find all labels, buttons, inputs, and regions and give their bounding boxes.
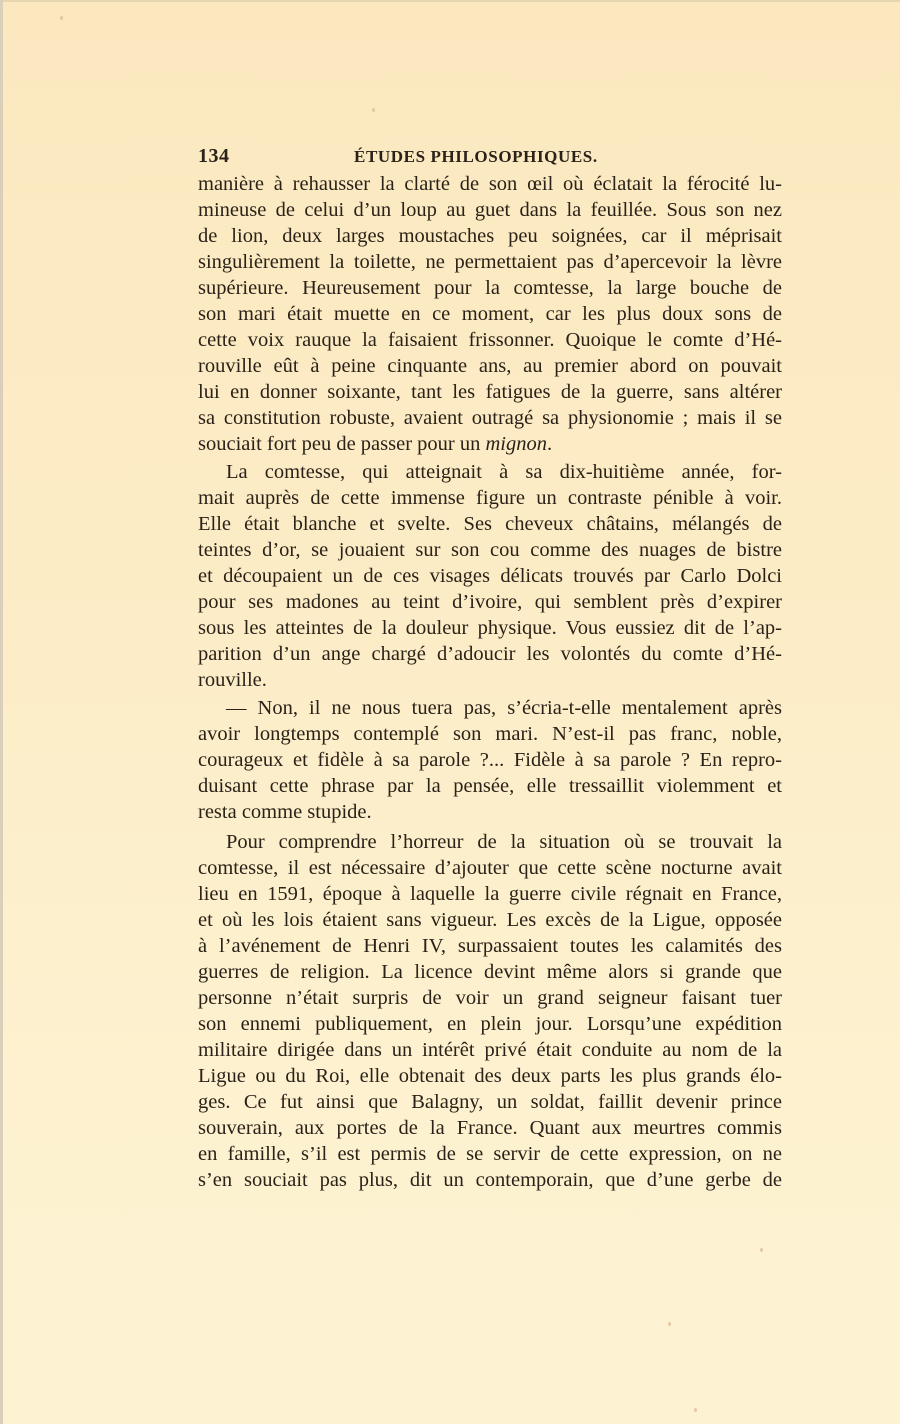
page-header <box>198 145 782 171</box>
paper-speck <box>694 1408 697 1412</box>
text-line: supérieure. Heureusement pour la comtesse, la large bouche de <box>198 277 782 299</box>
text-line: — Non, il ne nous tuera pas, s’écria-t-elle mentalement après <box>226 697 782 719</box>
text-line: rouville eût à peine cinquante ans, au premier abord on pouvait <box>198 355 782 377</box>
text-segment: souciait fort peu de passer pour un <box>198 433 481 455</box>
text-line: teintes d’or, se jouaient sur son cou comme des nuages de bistre <box>198 539 782 561</box>
page-number: 134 <box>198 145 230 167</box>
text-line: Pour comprendre l’horreur de la situation où se trouvait la <box>226 831 782 853</box>
text-line: duisant cette phrase par la pensée, elle tressaillit violemment et <box>198 775 782 797</box>
text-line: manière à rehausser la clarté de son œil où éclatait la férocité lu- <box>198 173 782 195</box>
page-top-edge <box>0 0 900 2</box>
text-line: son mari était muette en ce moment, car les plus doux sons de <box>198 303 782 325</box>
text-line: resta comme stupide. <box>198 801 372 823</box>
text-line: comtesse, il est nécessaire d’ajouter que cette scène nocturne avait <box>198 857 782 879</box>
paper-speck <box>372 108 375 112</box>
text-line: sous les atteintes de la douleur physique. Vous eussiez dit de l’ap- <box>198 617 782 639</box>
text-line: pour ses madones au teint d’ivoire, qui semblent près d’expirer <box>198 591 782 613</box>
text-line: son ennemi publiquement, en plein jour. Lorsqu’une expédition <box>198 1013 782 1035</box>
text-line: s’en souciait pas plus, dit un contemporain, que d’une gerbe de <box>198 1169 782 1191</box>
text-line: lieu en 1591, époque à laquelle la guerre civile régnait en France, <box>198 883 782 905</box>
text-line: Elle était blanche et svelte. Ses cheveux châtains, mélangés de <box>198 513 782 535</box>
running-head: ÉTUDES PHILOSOPHIQUES. <box>354 147 598 166</box>
text-line-with-italic <box>198 432 782 456</box>
paper-speck <box>668 1322 671 1326</box>
text-line: mineuse de celui d’un loup au guet dans la feuillée. Sous son nez <box>198 199 782 221</box>
text-line: personne n’était surpris de voir un grand seigneur faisant tuer <box>198 987 782 1009</box>
text-line: lui en donner soixante, tant les fatigues de la guerre, sans altérer <box>198 381 782 403</box>
text-line: guerres de religion. La licence devint même alors si grande que <box>198 961 782 983</box>
text-line: de lion, deux larges moustaches peu soignées, car il méprisait <box>198 225 782 247</box>
text-line: et découpaient un de ces visages délicats trouvés par Carlo Dolci <box>198 565 782 587</box>
paper-speck <box>760 1248 763 1252</box>
punctuation: . <box>547 433 553 455</box>
text-line: La comtesse, qui atteignait à sa dix-huitième année, for- <box>226 461 782 483</box>
text-line: militaire dirigée dans un intérêt privé était conduite au nom de la <box>198 1039 782 1061</box>
text-line: et où les lois étaient sans vigueur. Les excès de la Ligue, opposée <box>198 909 782 931</box>
page-left-edge <box>0 0 3 1424</box>
text-line: en famille, s’il est permis de se servir de cette expression, on ne <box>198 1143 782 1165</box>
paper-speck <box>60 16 63 20</box>
text-line: cette voix rauque la faisaient frissonner. Quoique le comte d’Hé- <box>198 329 782 351</box>
text-line: singulièrement la toilette, ne permettaient pas d’apercevoir la lèvre <box>198 251 782 273</box>
text-line: avoir longtemps contemplé son mari. N’est-il pas franc, noble, <box>198 723 782 745</box>
text-line: souverain, aux portes de la France. Quant aux meurtres commis <box>198 1117 782 1139</box>
text-line: parition d’un ange chargé d’adoucir les volontés du comte d’Hé- <box>198 643 782 665</box>
text-line: Ligue ou du Roi, elle obtenait des deux parts les plus grands élo- <box>198 1065 782 1087</box>
text-line: à l’avénement de Henri IV, surpassaient toutes les calamités des <box>198 935 782 957</box>
italic-word: mignon <box>485 433 547 455</box>
text-line: ges. Ce fut ainsi que Balagny, un soldat, faillit devenir prince <box>198 1091 782 1113</box>
text-line: courageux et fidèle à sa parole ?... Fidèle à sa parole ? En repro- <box>198 749 782 771</box>
text-line: mait auprès de cette immense figure un contraste pénible à voir. <box>198 487 782 509</box>
text-line: rouville. <box>198 669 267 691</box>
text-line: sa constitution robuste, avaient outragé sa physionomie ; mais il se <box>198 407 782 429</box>
